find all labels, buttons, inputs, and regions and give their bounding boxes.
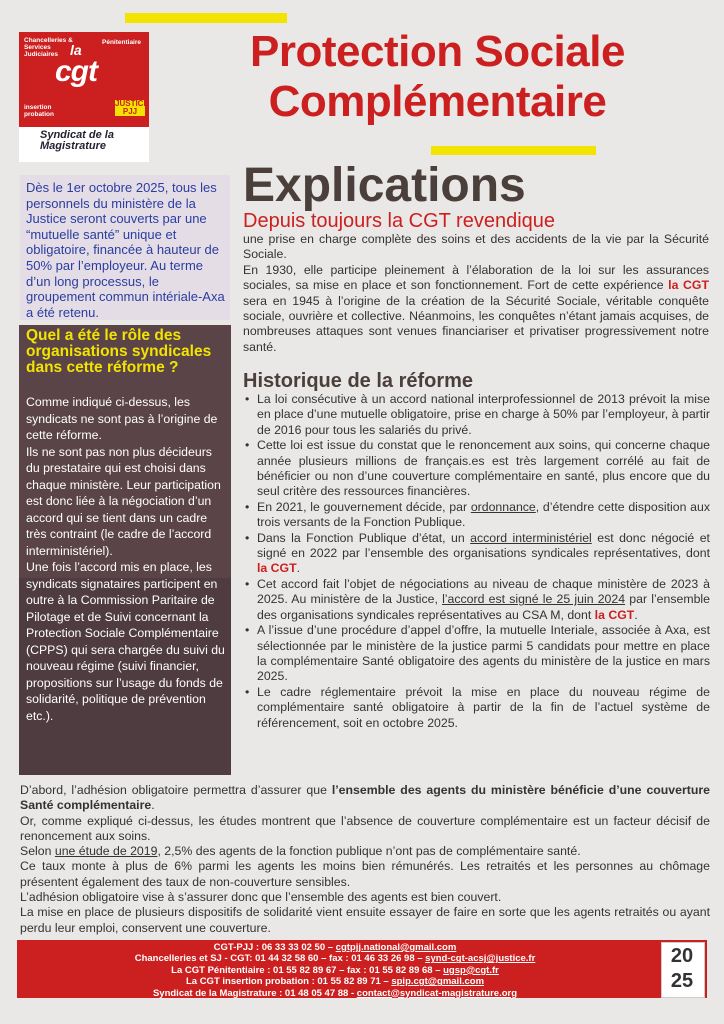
- question-title: Quel a été le rôle des organisations syndicales dans cette réforme ?: [26, 327, 212, 376]
- list-item: • En 2021, le gouvernement décide, par ordonnance, d’étendre cette disposition aux trois versants de la Fonction Publique.: [245, 500, 710, 531]
- email-link[interactable]: spip.cgt@gmail.com: [391, 976, 485, 988]
- footer-line: CGT-PJJ : 06 33 33 02 50 – cgtpjj.national@gmail.com: [213, 942, 457, 953]
- paragraph: une prise en charge complète des soins et des accidents de la vie par la Sécurité Sociale.: [243, 232, 709, 262]
- intro-text: Dès le 1er octobre 2025, tous les personnels du ministère de la Justice seront couverts par une “mutuelle santé” unique et obligatoire, financée à hauteur de 50% par l’employeur. Au terme d’un long processus, le groupement commun intériale-Axa a été retenu.: [26, 180, 225, 320]
- page-title-line1: Protection Sociale: [250, 27, 625, 76]
- footer-line: Syndicat de la Magistrature : 01 48 05 47 88 - contact@syndicat-magistrature.org: [152, 987, 518, 999]
- list-item: • Cette loi est issue du constat que le renoncement aux soins, qui concerne chaque année plusieurs millions de français.es est très largement corrélé au fait de bénéficier ou non d’une couverture complémentaire en santé, plus encore que du seul critère des ressources financières.: [245, 438, 710, 500]
- etude-2019-link[interactable]: une étude de 2019: [54, 844, 158, 859]
- footer-line: Chancelleries et SJ - CGT: 01 44 32 58 60 – fax : 01 46 33 26 98 – synd-cgt-acsj@justice.fr: [134, 953, 536, 965]
- paragraph: En 1930, elle participe pleinement à l’élaboration de la loi sur les assurances sociales, sa mise en place et son fonctionnement. Fort de cette expérience la CGT sera en 1945 à l’origine de la création de la Sécurité Sociale, véritable conquête sociale, ouvrière et collective. Néanmoins, les conquêtes n’étant jamais acquises, de nombreuses attaques sont venues financiariser et privatiser progressivement notre santé.: [243, 262, 709, 354]
- paragraph: Or, comme expliqué ci-dessus, les études montrent que l’absence de couverture complémentaire est un facteur décisif de renoncement aux soins.: [20, 813, 710, 843]
- paragraph: L’adhésion obligatoire vise à s’assurer donc que l’ensemble des agents est bien couvert.: [20, 890, 502, 905]
- list-item: • Le cadre réglementaire prévoit la mise en place du nouveau régime de complémentaire santé obligatoire à partir de la fin de l’actuel système de référencement, soit en octobre 2025.: [245, 685, 710, 731]
- email-link[interactable]: synd-cgt-acsj@justice.fr: [425, 953, 536, 965]
- logo-la-text: la: [70, 42, 82, 58]
- logo-syndicat-magistrature: Syndicat de la Magistrature: [40, 129, 114, 152]
- question-paragraph: Comme indiqué ci-dessus, les syndicats ne sont pas à l’origine de cette réforme.: [26, 395, 218, 442]
- intro-paragraphs: [243, 232, 709, 355]
- bold-statement: l’ensemble des agents du ministère bénéficie d’une couverture Santé complémentaire: [20, 783, 710, 813]
- logo-cgt-text: cgt: [55, 55, 97, 88]
- question-paragraph: Ils ne sont pas non plus décideurs du prestataire qui est choisi dans chaque ministère. Leur participation est donc liée à la négociation d’un accord qui se tient dans un cadre très contraint (le cadre de l’accord interministériel).: [26, 444, 221, 558]
- top-accent-bar: [125, 13, 287, 23]
- logo-pjj-badge: JUSTICE PJJ: [115, 99, 149, 116]
- conclusion-text: [20, 783, 710, 936]
- page-title-line2: Complémentaire: [268, 77, 607, 126]
- paragraph: D’abord, l’adhésion obligatoire permettra d’assurer que l’ensemble des agents du ministère bénéficie d’une couverture Santé complémentaire.: [20, 783, 710, 813]
- list-item: • La loi consécutive à un accord national interprofessionnel de 2013 prévoit la mise en place d’une mutuelle obligatoire, prise en charge à 50% par l’employeur, à partir de 2016 pour tous les salariés du privé.: [245, 392, 710, 438]
- list-item: • Dans la Fonction Publique d’état, un accord interministériel est donc négocié et signé en 2022 par l’ensemble des organisations syndicales représentatives, dont la CGT.: [245, 531, 710, 577]
- email-link[interactable]: cgtpjj.national@gmail.com: [335, 942, 457, 953]
- accord-interministeriel-link[interactable]: accord interministériel: [470, 530, 592, 545]
- footer-text: [30, 942, 640, 999]
- email-link[interactable]: ugsp@cgt.fr: [443, 964, 499, 976]
- list-item: • A l’issue d’une procédure d’appel d’offre, la mutuelle Interiale, associée à Axa, est sélectionnée par le ministère de la justice parmi 5 candidats pour mettre en place la complémentaire Santé obligatoire des agents du ministère de la justice en mars 2025.: [245, 623, 710, 685]
- cgt-highlight: la CGT: [668, 278, 709, 293]
- accord-signe-link[interactable]: l’accord est signé le 25 juin 2024: [442, 592, 626, 607]
- question-body: [26, 394, 226, 724]
- logo-label-insertion: insertion probation: [24, 104, 54, 118]
- cgt-highlight: la CGT: [594, 607, 635, 622]
- historique-heading: Historique de la réforme: [243, 370, 474, 392]
- section-heading-explications: Explications: [243, 159, 526, 212]
- subtitle-depuis: Depuis toujours la CGT revendique: [243, 210, 556, 232]
- historique-list: [245, 392, 710, 731]
- title-underline-bar: [431, 146, 596, 155]
- question-paragraph: Une fois l’accord mis en place, les syndicats signataires participent en outre à la Commission Paritaire de Pilotage et de Suivi concernant la Protection Sociale Complémentaire (CPPS) qui sera chargée du suivi du nouveau régime (suivi financier, propositions sur l’usage du fonds de solidarité, politique de prévention etc.).: [26, 560, 225, 723]
- email-link[interactable]: contact@syndicat-magistrature.org: [356, 987, 518, 999]
- paragraph: Selon une étude de 2019, 2,5% des agents de la fonction publique n’ont pas de complémentaire santé.: [20, 844, 581, 859]
- footer-line: La CGT insertion probation : 01 55 82 89 71 – spip.cgt@gmail.com: [185, 976, 485, 988]
- paragraph: La mise en place de plusieurs dispositifs de solidarité vient ensuite essayer de faire en sorte que les agents retraités ou ayant perdu leur emploi, conservent une couverture.: [20, 905, 710, 935]
- logo-label-penitentiaire: Pénitentiaire: [102, 39, 142, 46]
- logo-label-chancelleries: Chancelleries & Services Judiciaires: [24, 37, 73, 58]
- list-item: • Cet accord fait l’objet de négociations au niveau de chaque ministère de 2023 à 2025. Au ministère de la Justice, l’accord est signé le 25 juin 2024 par l’ensemble des organisations syndicales représentatives au CSA M, dont la CGT.: [245, 577, 710, 623]
- footer-line: La CGT Pénitentiaire : 01 55 82 89 67 – fax : 01 55 82 89 68 – ugsp@cgt.fr: [171, 964, 499, 976]
- paragraph: Ce taux monte à plus de 6% parmi les agents les moins bien rémunérés. Les retraités et les personnes au chômage présentent également des taux de non-couverture sensibles.: [20, 859, 710, 889]
- ordonnance-link[interactable]: ordonnance: [470, 499, 536, 514]
- year-text: 20 25: [670, 945, 694, 992]
- cgt-highlight: la CGT: [257, 561, 297, 576]
